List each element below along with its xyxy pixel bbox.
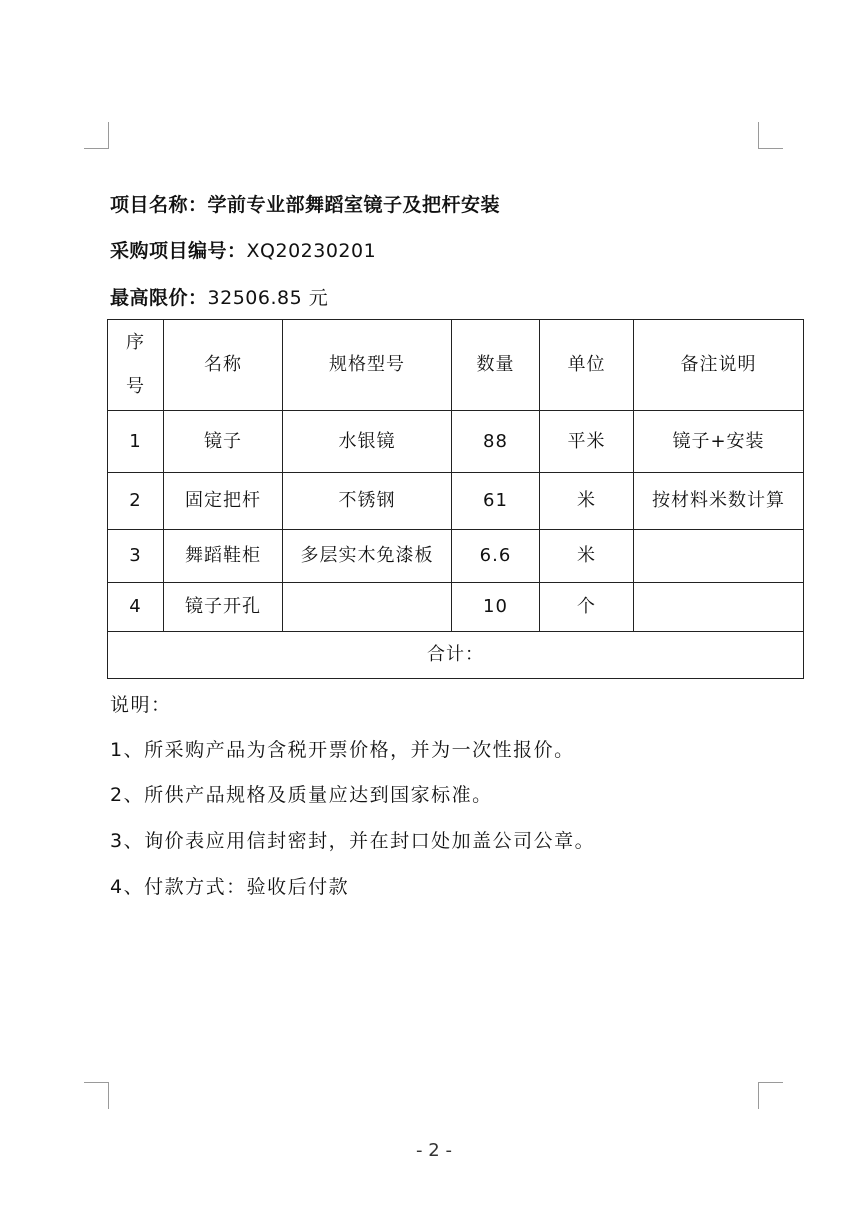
quotation-table bbox=[107, 319, 804, 679]
crop-mark-bottom-right bbox=[758, 1082, 783, 1109]
header-name: 名称 bbox=[164, 320, 283, 411]
row-unit: 米 bbox=[540, 473, 634, 530]
row-remark: 按材料米数计算 bbox=[634, 473, 804, 530]
table-row bbox=[108, 583, 804, 632]
row-spec: 多层实木免漆板 bbox=[283, 530, 452, 583]
project-number-value: XQ20230201 bbox=[246, 240, 377, 262]
row-remark: 镜子+安装 bbox=[634, 411, 804, 473]
header-unit: 单位 bbox=[540, 320, 634, 411]
table-total-row bbox=[108, 632, 804, 679]
row-no: 1 bbox=[108, 411, 164, 473]
row-qty: 88 bbox=[452, 411, 540, 473]
row-name: 舞蹈鞋柜 bbox=[164, 530, 283, 583]
row-name: 镜子 bbox=[164, 411, 283, 473]
row-no: 4 bbox=[108, 583, 164, 632]
crop-mark-top-left bbox=[84, 122, 109, 149]
row-spec: 不锈钢 bbox=[283, 473, 452, 530]
notes-title: 说明： bbox=[110, 694, 172, 716]
note-item: 4、付款方式：验收后付款 bbox=[110, 876, 350, 898]
row-remark bbox=[634, 583, 804, 632]
note-item: 2、所供产品规格及质量应达到国家标准。 bbox=[110, 784, 493, 806]
header-remark: 备注说明 bbox=[634, 320, 804, 411]
max-price-line bbox=[110, 283, 328, 310]
crop-mark-top-right bbox=[758, 122, 783, 149]
row-qty: 6.6 bbox=[452, 530, 540, 583]
project-name-line bbox=[110, 190, 500, 217]
row-spec bbox=[283, 583, 452, 632]
page-number: - 2 - bbox=[416, 1140, 452, 1161]
row-name: 镜子开孔 bbox=[164, 583, 283, 632]
row-no: 2 bbox=[108, 473, 164, 530]
project-name-label: 项目名称： bbox=[110, 194, 208, 216]
crop-mark-bottom-left bbox=[84, 1082, 109, 1109]
total-label: 合计： bbox=[108, 632, 804, 679]
row-unit: 米 bbox=[540, 530, 634, 583]
max-price-label: 最高限价： bbox=[110, 287, 208, 309]
note-item: 1、所采购产品为含税开票价格，并为一次性报价。 bbox=[110, 739, 575, 761]
table-header-row bbox=[108, 320, 804, 411]
row-name: 固定把杆 bbox=[164, 473, 283, 530]
header-seq: 序 号 bbox=[108, 320, 164, 411]
row-spec: 水银镜 bbox=[283, 411, 452, 473]
max-price-value: 32506.85 元 bbox=[207, 287, 329, 309]
project-number-label: 采购项目编号： bbox=[110, 240, 247, 262]
note-item: 3、询价表应用信封密封，并在封口处加盖公司公章。 bbox=[110, 830, 596, 852]
project-number-line bbox=[110, 236, 376, 263]
row-qty: 10 bbox=[452, 583, 540, 632]
table-row bbox=[108, 473, 804, 530]
row-no: 3 bbox=[108, 530, 164, 583]
table-row bbox=[108, 411, 804, 473]
header-qty: 数量 bbox=[452, 320, 540, 411]
row-unit: 个 bbox=[540, 583, 634, 632]
row-unit: 平米 bbox=[540, 411, 634, 473]
header-spec: 规格型号 bbox=[283, 320, 452, 411]
project-name-value: 学前专业部舞蹈室镜子及把杆安装 bbox=[207, 194, 501, 216]
table-row bbox=[108, 530, 804, 583]
row-remark bbox=[634, 530, 804, 583]
row-qty: 61 bbox=[452, 473, 540, 530]
